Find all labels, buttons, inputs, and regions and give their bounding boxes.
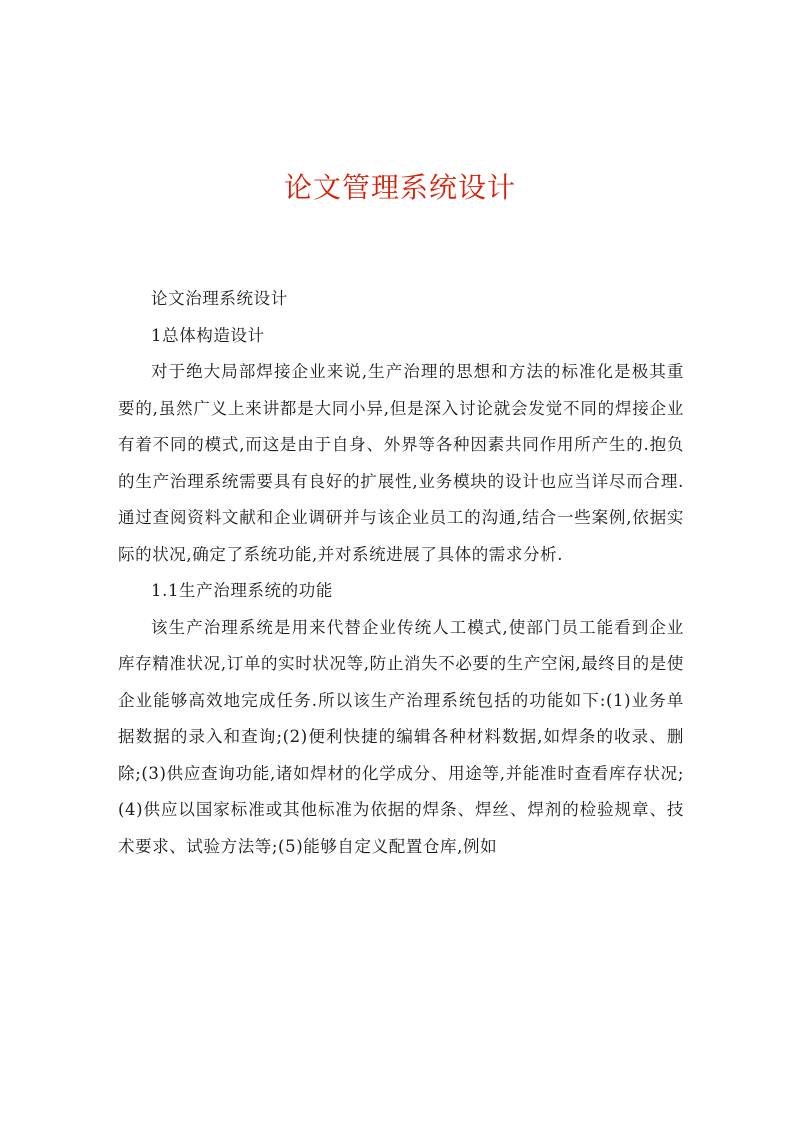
paragraph-intro: 对于绝大局部焊接企业来说,生产治理的思想和方法的标准化是极其重要的,虽然广义上来讲都是大同小异,但是深入讨论就会发觉不同的焊接企业有着不同的模式,而这是由于自身、外界等各种因素共同作用所产生的.抱负的生产治理系统需要具有良好的扩展性,业务模块的设计也应当详尽而合理.通过查阅资料文献和企业调研并与该企业员工的沟通,结合一些案例,依据实际的状况,确定了系统功能,并对系统进展了具体的需求分析. (118, 362, 684, 564)
document-title: 论文管理系统设计 (283, 171, 516, 204)
document-body (118, 281, 684, 865)
section-heading-1-1: 1.1生产治理系统的功能 (151, 581, 333, 600)
section-heading-1: 1总体构造设计 (151, 325, 265, 345)
paragraph-subtitle: 论文治理系统设计 (151, 289, 288, 308)
paragraph-functions: 该生产治理系统是用来代替企业传统人工模式,使部门员工能看到企业库存精准状况,订单的实时状况等,防止消失不必要的生产空闲,最终目的是使企业能够高效地完成任务.所以该生产治理系统包括的功能如下:(1)业务单据数据的录入和查询;(2)便利快捷的编辑各种材料数据,如焊条的收录、删除;(3)供应查询功能,诸如焊材的化学成分、用途等,并能准时查看库存状况;(4)供应以国家标准或其他标准为依据的焊条、焊丝、焊剂的检验规章、技术要求、试验方法等;(5)能够自定义配置仓库,例如 (118, 617, 684, 856)
